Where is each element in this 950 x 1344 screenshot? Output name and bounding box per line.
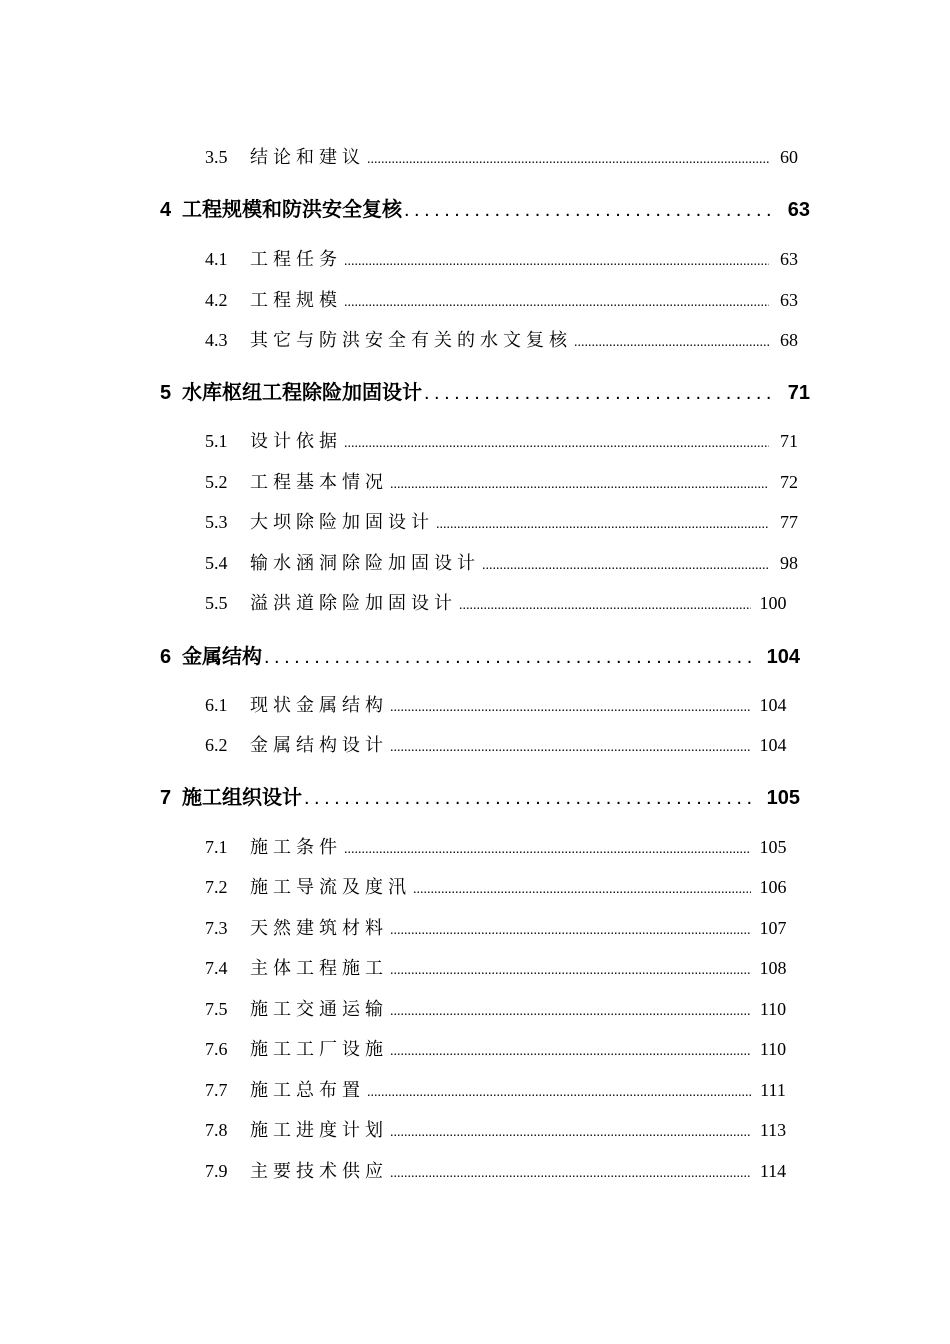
- page-number: 105: [759, 837, 787, 857]
- toc-entry-5-3[interactable]: [205, 508, 807, 534]
- chapter-number: 4: [160, 199, 172, 221]
- page-number: 71: [780, 431, 798, 451]
- section-title: 设计依据: [250, 431, 342, 451]
- section-title: 施工导流及度汛: [250, 877, 411, 897]
- dot-leader: [390, 477, 769, 493]
- dot-leader: [390, 1125, 751, 1141]
- toc-entry-7-4[interactable]: [205, 954, 793, 980]
- section-title: 结论和建议: [250, 147, 365, 167]
- section-number: 6.2: [205, 735, 228, 755]
- section-number: 6.1: [205, 695, 228, 715]
- toc-chapter-7[interactable]: [160, 781, 800, 810]
- section-title: 施工进度计划: [250, 1120, 388, 1140]
- toc-chapter-6[interactable]: [160, 640, 800, 669]
- section-number: 5.1: [205, 431, 228, 451]
- page-number: 63: [780, 290, 798, 310]
- toc-entry-7-5[interactable]: [205, 995, 793, 1021]
- section-number: 5.4: [205, 553, 228, 573]
- toc-chapter-5[interactable]: [160, 376, 810, 405]
- dot-leader: [482, 558, 769, 574]
- section-title: 施工条件: [250, 837, 342, 857]
- section-number: 3.5: [205, 147, 228, 167]
- page-number: 108: [759, 958, 787, 978]
- page-number: 100: [759, 593, 787, 613]
- toc-entry-7-9[interactable]: [205, 1157, 793, 1183]
- chapter-title: 金属结构: [182, 646, 262, 668]
- toc-entry-6-2[interactable]: [205, 731, 793, 757]
- section-number: 7.7: [205, 1080, 228, 1100]
- section-title: 现状金属结构: [250, 695, 388, 715]
- section-number: 7.4: [205, 958, 228, 978]
- section-title: 其它与防洪安全有关的水文复核: [250, 330, 572, 350]
- toc-chapter-4[interactable]: [160, 193, 810, 222]
- section-number: 4.1: [205, 249, 228, 269]
- section-title: 工程任务: [250, 249, 342, 269]
- section-title: 天然建筑材料: [250, 918, 388, 938]
- section-number: 7.6: [205, 1039, 228, 1059]
- section-number: 7.1: [205, 837, 228, 857]
- section-title: 工程规模: [250, 290, 342, 310]
- dot-leader: [390, 923, 751, 939]
- page-number: 107: [759, 918, 787, 938]
- chapter-title: 施工组织设计: [182, 787, 302, 809]
- toc-entry-5-1[interactable]: [205, 427, 807, 453]
- dot-leader: [424, 382, 772, 405]
- toc-entry-3-5[interactable]: [205, 143, 807, 169]
- chapter-title: 工程规模和防洪安全复核: [182, 199, 402, 221]
- dot-leader: [367, 1085, 751, 1101]
- dot-leader: [390, 1166, 751, 1182]
- toc-entry-6-1[interactable]: [205, 691, 793, 717]
- section-number: 5.3: [205, 512, 228, 532]
- dot-leader: [390, 1044, 751, 1060]
- section-number: 7.3: [205, 918, 228, 938]
- section-title: 工程基本情况: [250, 472, 388, 492]
- toc-entry-7-2[interactable]: [205, 873, 793, 899]
- page-number: 72: [780, 472, 798, 492]
- page-number: 111: [760, 1080, 786, 1100]
- page-number: 98: [780, 553, 798, 573]
- toc-entry-4-1[interactable]: [205, 245, 807, 271]
- dot-leader: [390, 1004, 751, 1020]
- section-title: 施工交通运输: [250, 999, 388, 1019]
- section-title: 溢洪道除险加固设计: [250, 593, 457, 613]
- section-title: 主要技术供应: [250, 1161, 388, 1181]
- section-title: 施工工厂设施: [250, 1039, 388, 1059]
- page-number: 63: [780, 249, 798, 269]
- dot-leader: [390, 700, 751, 716]
- dot-leader: [344, 842, 751, 858]
- page-number: 104: [766, 646, 800, 668]
- dot-leader: [404, 199, 772, 222]
- page-number: 110: [759, 999, 787, 1019]
- page-number: 77: [780, 512, 798, 532]
- dot-leader: [264, 646, 752, 669]
- dot-leader: [390, 963, 751, 979]
- section-title: 金属结构设计: [250, 735, 388, 755]
- dot-leader: [574, 335, 769, 351]
- dot-leader: [459, 598, 751, 614]
- section-number: 5.5: [205, 593, 228, 613]
- toc-entry-7-3[interactable]: [205, 914, 793, 940]
- toc-entry-5-2[interactable]: [205, 468, 807, 494]
- dot-leader: [390, 740, 751, 756]
- page-number: 104: [759, 735, 787, 755]
- section-number: 7.9: [205, 1161, 228, 1181]
- chapter-title: 水库枢纽工程除险加固设计: [182, 382, 422, 404]
- section-number: 4.3: [205, 330, 228, 350]
- dot-leader: [344, 436, 769, 452]
- page-number: 71: [787, 382, 810, 404]
- section-number: 7.8: [205, 1120, 228, 1140]
- toc-entry-7-7[interactable]: [205, 1076, 793, 1102]
- page-number: 113: [759, 1120, 787, 1140]
- page-number: 110: [759, 1039, 787, 1059]
- toc-entry-4-2[interactable]: [205, 286, 807, 312]
- chapter-number: 5: [160, 382, 172, 404]
- page-number: 105: [766, 787, 800, 809]
- page-number: 60: [780, 147, 798, 167]
- section-title: 施工总布置: [250, 1080, 365, 1100]
- chapter-number: 7: [160, 787, 172, 809]
- toc-entry-7-1[interactable]: [205, 833, 793, 859]
- toc-entry-7-8[interactable]: [205, 1116, 793, 1142]
- page-number: 63: [787, 199, 810, 221]
- toc-entry-5-5[interactable]: [205, 589, 793, 615]
- section-title: 大坝除险加固设计: [250, 512, 434, 532]
- section-title: 输水涵洞除险加固设计: [250, 553, 480, 573]
- chapter-number: 6: [160, 646, 172, 668]
- section-number: 5.2: [205, 472, 228, 492]
- dot-leader: [367, 152, 769, 168]
- page-number: 114: [759, 1161, 787, 1181]
- toc-entry-7-6[interactable]: [205, 1035, 793, 1061]
- page-number: 68: [780, 330, 798, 350]
- page-number: 104: [759, 695, 787, 715]
- dot-leader: [436, 517, 769, 533]
- section-title: 主体工程施工: [250, 958, 388, 978]
- toc-entry-5-4[interactable]: [205, 549, 807, 575]
- toc-entry-4-3[interactable]: [205, 326, 807, 352]
- section-number: 7.2: [205, 877, 228, 897]
- dot-leader: [344, 295, 769, 311]
- page-number: 106: [759, 877, 787, 897]
- dot-leader: [344, 254, 769, 270]
- dot-leader: [304, 787, 752, 810]
- dot-leader: [413, 882, 751, 898]
- section-number: 7.5: [205, 999, 228, 1019]
- section-number: 4.2: [205, 290, 228, 310]
